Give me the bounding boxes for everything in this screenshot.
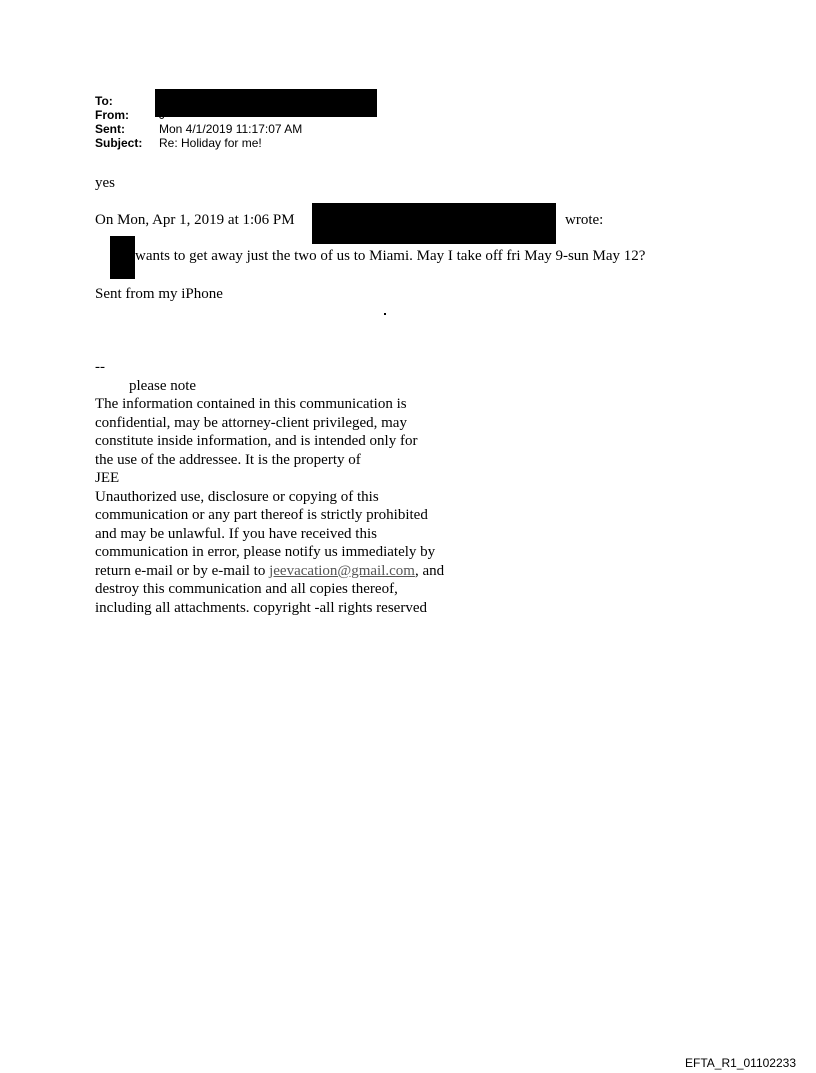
- redaction-name: [110, 236, 135, 279]
- sent-value: Mon 4/1/2019 11:17:07 AM: [159, 122, 303, 136]
- email-line-prefix: return e-mail or by e-mail to: [95, 562, 270, 579]
- confidentiality-disclaimer: [95, 358, 444, 617]
- stray-mark: [384, 313, 386, 315]
- from-label: From:: [95, 108, 129, 122]
- disclaimer-line: including all attachments. copyright -all rights reserved: [95, 599, 427, 616]
- disclaimer-line: communication or any part thereof is strictly prohibited: [95, 507, 428, 523]
- disclaimer-line: The information contained in this communication is: [95, 396, 407, 412]
- quoted-message: wants to get away just the two of us to Miami. May I take off fri May 9-sun May 12?: [135, 248, 646, 264]
- header-sent-row: [95, 122, 302, 136]
- to-label: To:: [95, 94, 113, 108]
- disclaimer-line: Unauthorized use, disclosure or copying of this: [95, 488, 379, 505]
- redaction-to-recipient: [155, 89, 377, 117]
- header-subject-row: [95, 136, 262, 150]
- disclaimer-line: communication in error, please notify us immediately by: [95, 544, 436, 560]
- disclaimer-heading: please note: [129, 377, 197, 394]
- header-to-row: [95, 94, 159, 108]
- email-line-suffix: , and: [414, 562, 445, 579]
- signature: Sent from my iPhone: [95, 286, 223, 302]
- subject-value: Re: Holiday for me!: [159, 136, 262, 150]
- disclaimer-line: and may be unlawful. If you have received this: [95, 525, 377, 542]
- sent-label: Sent:: [95, 122, 125, 136]
- disclaimer-line: the use of the addressee. It is the property of: [95, 451, 361, 468]
- reply-text: yes: [95, 175, 115, 191]
- quote-wrote: wrote:: [565, 212, 604, 228]
- disclaimer-line: confidential, may be attorney-client privileged, may: [95, 414, 407, 431]
- disclaimer-line: constitute inside information, and is intended only for: [95, 433, 418, 449]
- redaction-sender: [312, 203, 556, 244]
- separator: --: [95, 359, 105, 375]
- document-id: EFTA_R1_01102233: [685, 1056, 796, 1070]
- email-link[interactable]: jeevacation@gmail.com: [269, 562, 415, 579]
- subject-label: Subject:: [95, 136, 143, 150]
- disclaimer-line: JEE: [95, 470, 120, 486]
- disclaimer-email-line: [95, 562, 444, 581]
- quote-intro: On Mon, Apr 1, 2019 at 1:06 PM: [95, 212, 295, 228]
- disclaimer-line: destroy this communication and all copies thereof,: [95, 581, 398, 597]
